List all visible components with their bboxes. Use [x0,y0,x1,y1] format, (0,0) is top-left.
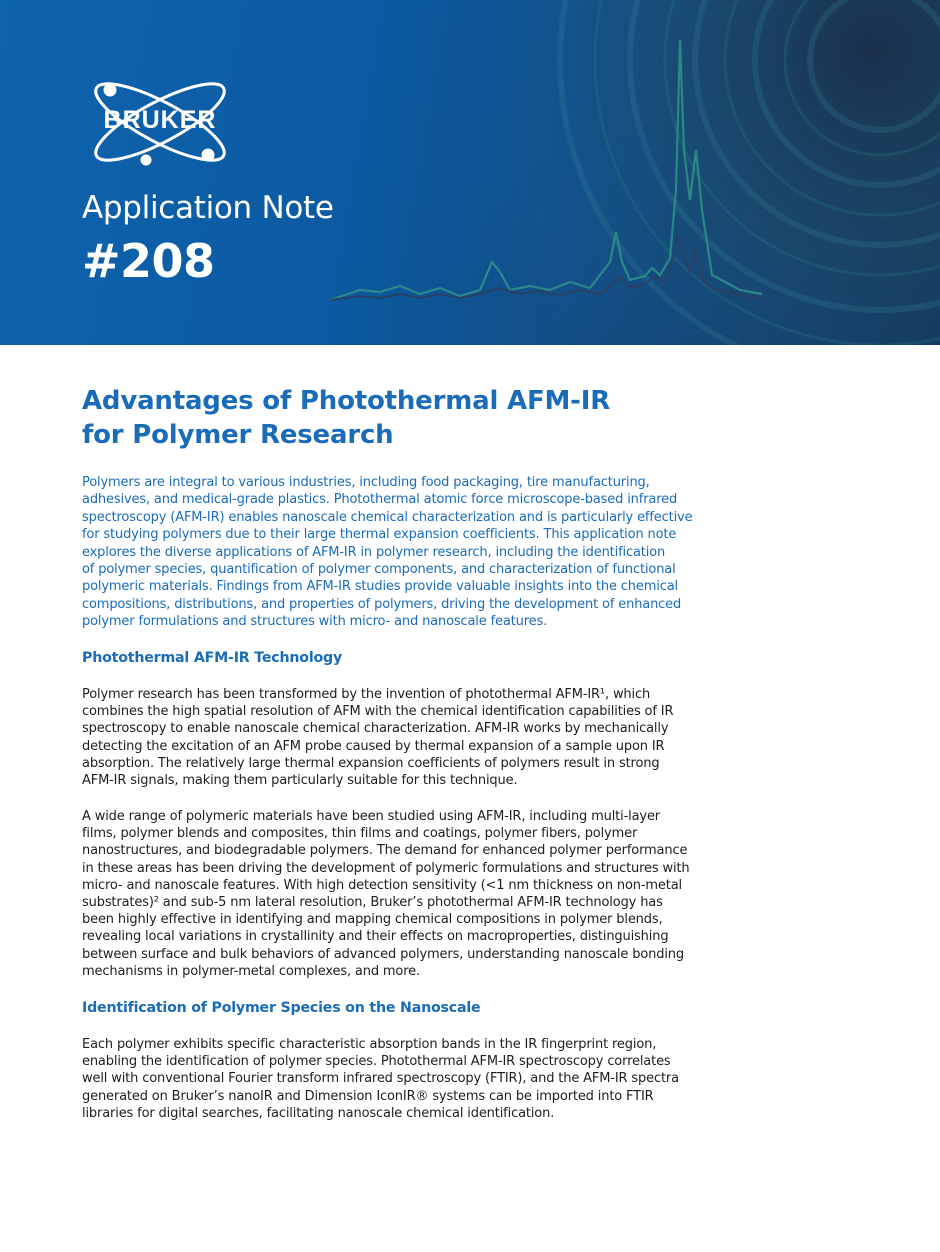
bruker-logo [80,78,240,168]
paragraph-line: Each polymer exhibits specific characteristic absorption bands in the IR fingerprint region, [82,1037,657,1052]
paragraph-line: libraries for digital searches, facilitating nanoscale chemical identification. [82,1105,555,1121]
abstract-line: adhesives, and medical-grade plastics. Photothermal atomic force microscope-based infrared [82,492,678,508]
afm-ir-spectrum-background-graphic [0,0,940,345]
paragraph-line: AFM-IR signals, making them particularly suitable for this technique. [82,773,518,789]
paragraph-line: absorption. The relatively large thermal expansion coefficients of polymers result in strong [82,755,660,771]
paragraph-line: in these areas has been driving the development of polymeric formulations and structures with [82,860,690,876]
abstract-line: polymeric materials. Findings from AFM-IR studies provide valuable insights into the chemical [82,579,678,595]
paragraph-polymer-identification [82,1036,722,1122]
paragraph-line: been highly effective in identifying and mapping chemical compositions in polymer blends, [82,912,663,928]
abstract-line: of polymer species, quantification of polymer components, and characterization of functional [82,562,676,578]
bruker-logo-text: BRUKER [103,106,217,134]
application-note-label: Application Note [82,190,334,226]
paragraph-line: enabling the identification of polymer species. Photothermal AFM-IR spectroscopy correlates [82,1054,671,1070]
paragraph-afm-ir-intro [82,686,722,789]
paragraph-line: micro- and nanoscale features. With high detection sensitivity (<1 nm thickness on non-metal [82,877,682,893]
section-heading-afm-ir-technology: Photothermal AFM-IR Technology [82,650,343,666]
paragraph-line: revealing local variations in crystallinity and their effects on macroproperties, distinguishing [82,929,669,945]
header-banner [0,0,940,345]
paragraph-polymer-applications [82,808,722,980]
abstract-line: Polymers are integral to various industries, including food packaging, tire manufacturing, [82,475,650,490]
paragraph-line: between surface and bulk behaviors of advanced polymers, understanding nanoscale bonding [82,946,684,962]
abstract-line: spectroscopy (AFM-IR) enables nanoscale chemical characterization and is particularly effective [82,509,693,525]
abstract-line: polymer formulations and structures with micro- and nanoscale features. [82,614,548,630]
paragraph-line: detecting the excitation of an AFM probe caused by thermal expansion of a sample upon IR [82,738,665,754]
title-line: for Polymer Research [82,420,394,450]
abstract [82,474,722,631]
title-line: Advantages of Photothermal AFM-IR [82,386,611,416]
paragraph-line: well with conventional Fourier transform infrared spectroscopy (FTIR), and the AFM-IR spectra [82,1071,679,1087]
paragraph-line: spectroscopy to enable nanoscale chemical characterization. AFM-IR works by mechanically [82,721,669,737]
paragraph-line: Polymer research has been transformed by the invention of photothermal AFM-IR¹, which [82,687,651,702]
paragraph-line: generated on Bruker’s nanoIR and Dimension IconIR® systems can be imported into FTIR [82,1088,654,1104]
paragraph-line: substrates)² and sub-5 nm lateral resolution, Bruker’s photothermal AFM-IR technology has [82,895,663,911]
abstract-line: explores the diverse applications of AFM-IR in polymer research, including the identification [82,544,666,560]
paragraph-line: combines the high spatial resolution of AFM with the chemical identification capabilities of IR [82,704,674,720]
paragraph-line: nanostructures, and biodegradable polymers. The demand for enhanced polymer performance [82,843,688,859]
application-note-number: #208 [82,234,215,288]
section-heading-polymer-identification: Identification of Polymer Species on the Nanoscale [82,1000,481,1016]
paragraph-line: mechanisms in polymer-metal complexes, and more. [82,963,420,979]
paragraph-line: films, polymer blends and composites, thin films and coatings, polymer fibers, polymer [82,826,638,842]
abstract-line: compositions, distributions, and properties of polymers, driving the development of enhanced [82,596,682,612]
document-title [82,384,782,452]
paragraph-line: A wide range of polymeric materials have been studied using AFM-IR, including multi-layer [82,809,660,824]
abstract-line: for studying polymers due to their large thermal expansion coefficients. This application note [82,527,677,543]
